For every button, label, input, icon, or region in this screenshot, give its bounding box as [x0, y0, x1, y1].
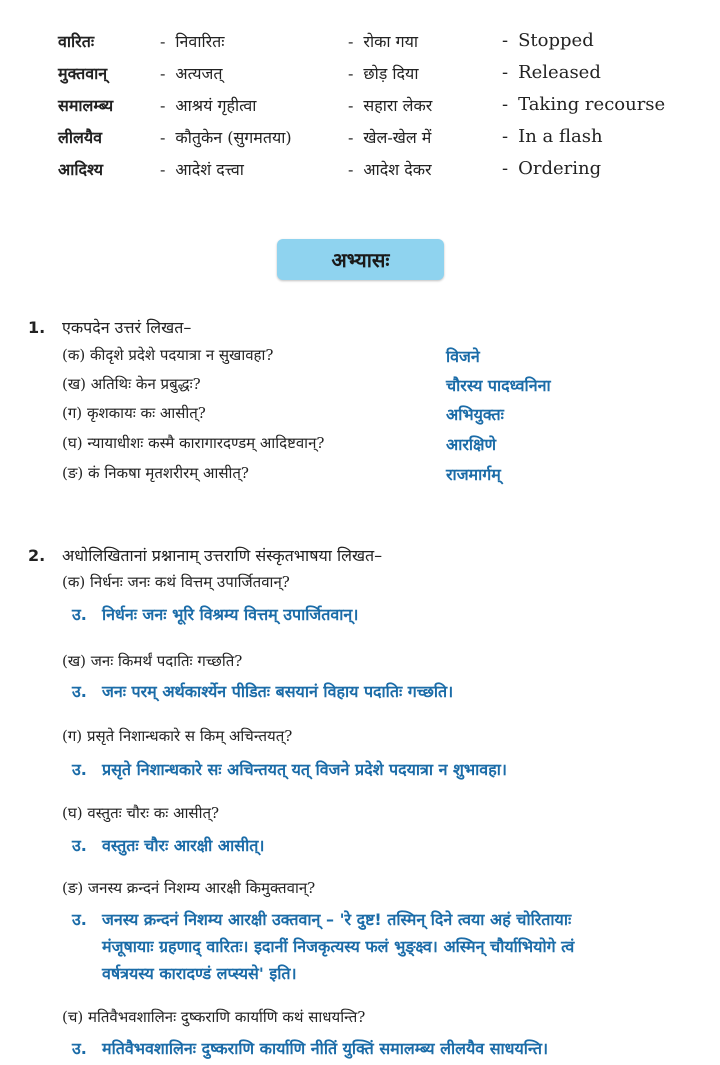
q1-question: (क) कीदृशे प्रदेशे पदयात्रा न सुखावहा?: [62, 346, 274, 364]
q2-answer: उ. मतिवैभवशालिनः दुष्कराणि कार्याणि नीतिं युक्तिं समालम्ब्य लीलयैव साधयन्ति।: [72, 1035, 697, 1062]
section-title: अभ्यासः: [277, 239, 444, 280]
q1-question: (घ) न्यायाधीशः कस्मै कारागारदण्डम् आदिष्टवान्?: [62, 434, 325, 452]
q1-question: (ख) अतिथिः केन प्रबुद्धः?: [62, 375, 201, 393]
q2-question: (च) मतिवैभवशालिनः दुष्कराणि कार्याणि कथं साधयन्ति?: [62, 1008, 366, 1026]
glossary-row: [0, 30, 720, 60]
answer-marker: उ.: [72, 605, 87, 624]
q2-answer: उ. जनस्य क्रन्दनं निशम्य आरक्षी उक्तवान् – 'रे दुष्ट! तस्मिन् दिने त्वया अहं चोरितायाः मंजूषायाः ग्रहणाद् वारितः। इदानीं निजकृत्यस्य फलं भुङ्क्ष्व। अस्मिन् चौर्याभियोगे त्वं वर्षत्रयस्य कारादण्डं लप्स्यसे' इति।: [72, 906, 697, 987]
glossary-row: [0, 94, 720, 124]
question-1-heading: 1. एकपदेन उत्तरं लिखत–: [28, 318, 192, 337]
answer-marker: उ.: [72, 836, 87, 855]
glossary-word: लीलयैव: [58, 128, 103, 147]
q1-item: [62, 403, 682, 429]
glossary-hindi: - आदेश देकर: [348, 160, 432, 179]
q2-question: (ङ) जनस्य क्रन्दनं निशम्य आरक्षी किमुक्तवान्?: [62, 879, 316, 897]
q1-item: [62, 433, 682, 459]
q2-question: (ग) प्रसृते निशान्धकारे स किम् अचिन्तयत्?: [62, 727, 293, 745]
glossary-hindi: - छोड़ दिया: [348, 64, 419, 83]
q2-answer: उ. निर्धनः जनः भूरि विश्रम्य वित्तम् उपार्जितवान्।: [72, 601, 697, 628]
q1-answer: विजने: [446, 347, 480, 366]
q2-question: (ख) जनः किमर्थं पदातिः गच्छति?: [62, 652, 243, 670]
glossary-english: - In a flash: [502, 126, 603, 147]
answer-marker: उ.: [72, 910, 87, 929]
glossary-hindi: - रोका गया: [348, 32, 419, 51]
q2-answer: उ. वस्तुतः चौरः आरक्षी आसीत्।: [72, 832, 697, 859]
glossary-row: [0, 158, 720, 188]
glossary-word: वारितः: [58, 32, 95, 51]
q1-item: [62, 463, 682, 489]
question-2-heading: 2. अधोलिखितानां प्रश्नानाम् उत्तराणि संस्कृतभाषया लिखत–: [28, 546, 383, 565]
q1-question: (ङ) कं निकषा मृतशरीरम् आसीत्?: [62, 464, 249, 482]
q2-answer: उ. प्रसृते निशान्धकारे सः अचिन्तयत् यत् विजने प्रदेशे पदयात्रा न शुभावहा।: [72, 756, 697, 783]
glossary-english: - Released: [502, 62, 601, 83]
glossary-row: [0, 62, 720, 92]
glossary-hindi: - सहारा लेकर: [348, 96, 433, 115]
q2-question: (क) निर्धनः जनः कथं वित्तम् उपार्जितवान्?: [62, 573, 290, 591]
q1-item: [62, 345, 682, 371]
q1-answer: राजमार्गम्: [446, 465, 501, 484]
glossary-sanskrit: - आदेशं दत्त्वा: [160, 160, 244, 179]
glossary-word: मुक्तवान्: [58, 64, 108, 83]
glossary-english: - Stopped: [502, 30, 594, 51]
glossary-sanskrit: - आश्रयं गृहीत्वा: [160, 96, 257, 115]
glossary-sanskrit: - निवारितः: [160, 32, 225, 51]
glossary-hindi: - खेल-खेल में: [348, 128, 432, 147]
glossary-word: आदिश्य: [58, 160, 104, 179]
q1-answer: आरक्षिणे: [446, 435, 497, 454]
q2-answer: उ. जनः परम् अर्थकार्श्येन पीडितः बसयानं विहाय पदातिः गच्छति।: [72, 678, 697, 705]
answer-marker: उ.: [72, 682, 87, 701]
glossary-row: [0, 126, 720, 156]
q1-item: [62, 374, 682, 400]
glossary-word: समालम्ब्य: [58, 96, 114, 115]
glossary-sanskrit: - कौतुकेन (सुगमतया): [160, 128, 292, 147]
q2-question: (घ) वस्तुतः चौरः कः आसीत्?: [62, 804, 220, 822]
answer-marker: उ.: [72, 1039, 87, 1058]
q1-answer: चौरस्य पादध्वनिना: [446, 376, 551, 395]
glossary-english: - Ordering: [502, 158, 602, 179]
glossary-sanskrit: - अत्यजत्: [160, 64, 223, 83]
q1-question: (ग) कृशकायः कः आसीत्?: [62, 404, 206, 422]
q1-answer: अभियुक्तः: [446, 405, 504, 424]
answer-marker: उ.: [72, 760, 87, 779]
glossary-english: - Taking recourse: [502, 94, 666, 115]
